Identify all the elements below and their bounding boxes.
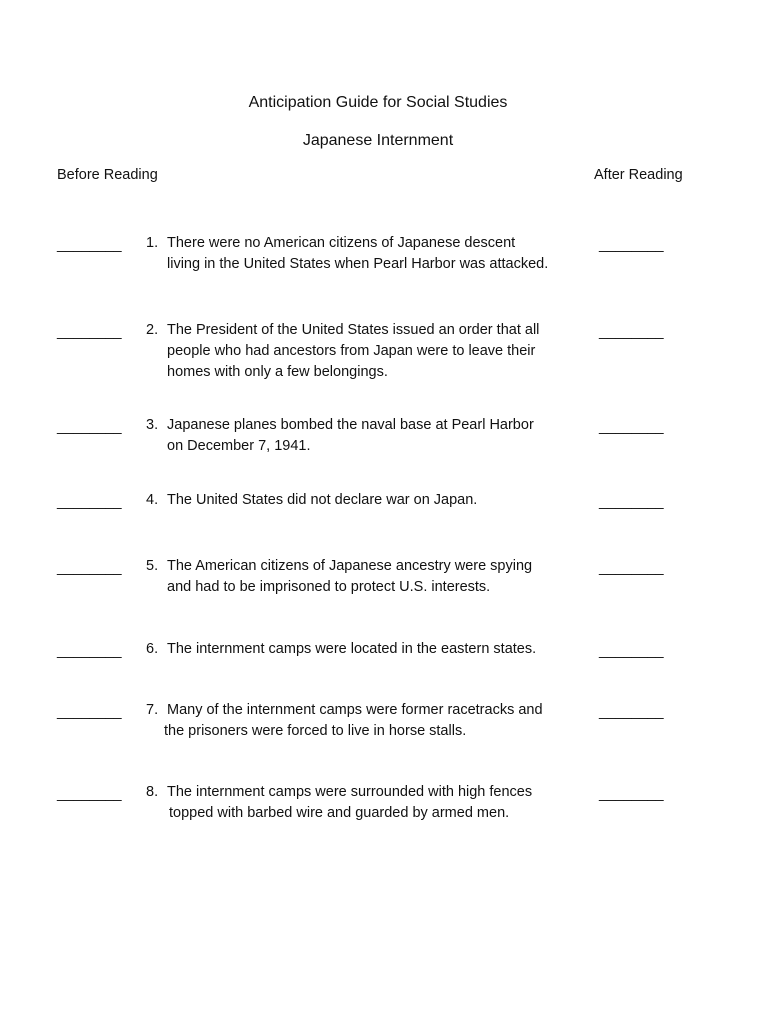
statement-number: 1. xyxy=(146,235,159,251)
page-title: Anticipation Guide for Social Studies xyxy=(248,94,508,111)
statement-line: Many of the internment camps were former racetracks and xyxy=(167,702,543,718)
before-reading-blank[interactable]: ________ xyxy=(57,419,122,435)
before-reading-blank[interactable]: ________ xyxy=(57,324,122,340)
before-reading-blank[interactable]: ________ xyxy=(57,643,122,659)
after-reading-blank[interactable]: ________ xyxy=(599,419,664,435)
before-reading-blank[interactable]: ________ xyxy=(57,704,122,720)
after-reading-blank[interactable]: ________ xyxy=(599,237,664,253)
after-reading-blank[interactable]: ________ xyxy=(599,786,664,802)
statement-text xyxy=(164,700,577,742)
statement-line: and had to be imprisoned to protect U.S. interests. xyxy=(167,579,491,595)
statement-text xyxy=(167,556,577,598)
statement-line: homes with only a few belongings. xyxy=(167,364,388,380)
page-subtitle: Japanese Internment xyxy=(302,132,454,149)
statement-text xyxy=(167,639,577,660)
statement-line: The American citizens of Japanese ancestry were spying xyxy=(167,558,533,574)
after-reading-blank[interactable]: ________ xyxy=(599,324,664,340)
before-reading-blank[interactable]: ________ xyxy=(57,494,122,510)
statement-line: The United States did not declare war on Japan. xyxy=(167,492,478,508)
statement-line: living in the United States when Pearl Harbor was attacked. xyxy=(167,256,549,272)
after-reading-blank[interactable]: ________ xyxy=(599,643,664,659)
statement-line: There were no American citizens of Japanese descent xyxy=(167,235,516,251)
after-reading-blank[interactable]: ________ xyxy=(599,704,664,720)
before-reading-blank[interactable]: ________ xyxy=(57,786,122,802)
statement-line: on December 7, 1941. xyxy=(167,438,311,454)
statement-number: 3. xyxy=(146,417,159,433)
after-reading-blank[interactable]: ________ xyxy=(599,560,664,576)
statement-number: 6. xyxy=(146,641,159,657)
statement-line: topped with barbed wire and guarded by armed men. xyxy=(169,805,510,821)
statement-text xyxy=(167,233,577,275)
statement-line: The internment camps were located in the eastern states. xyxy=(167,641,537,657)
statement-text xyxy=(167,490,577,511)
statement-text xyxy=(167,415,577,457)
after-reading-header: After Reading xyxy=(594,167,683,183)
before-reading-header: Before Reading xyxy=(57,167,158,183)
statement-line: The internment camps were surrounded with high fences xyxy=(167,784,533,800)
statement-number: 4. xyxy=(146,492,159,508)
statement-line: The President of the United States issued an order that all xyxy=(167,322,540,338)
statement-number: 8. xyxy=(146,784,159,800)
statement-text xyxy=(167,320,577,383)
statement-number: 5. xyxy=(146,558,159,574)
statement-number: 7. xyxy=(146,702,159,718)
before-reading-blank[interactable]: ________ xyxy=(57,560,122,576)
statement-line: Japanese planes bombed the naval base at Pearl Harbor xyxy=(167,417,534,433)
statement-line: people who had ancestors from Japan were to leave their xyxy=(167,343,536,359)
before-reading-blank[interactable]: ________ xyxy=(57,237,122,253)
statement-text xyxy=(167,782,577,824)
statement-line: the prisoners were forced to live in horse stalls. xyxy=(164,723,467,739)
statement-number: 2. xyxy=(146,322,159,338)
after-reading-blank[interactable]: ________ xyxy=(599,494,664,510)
